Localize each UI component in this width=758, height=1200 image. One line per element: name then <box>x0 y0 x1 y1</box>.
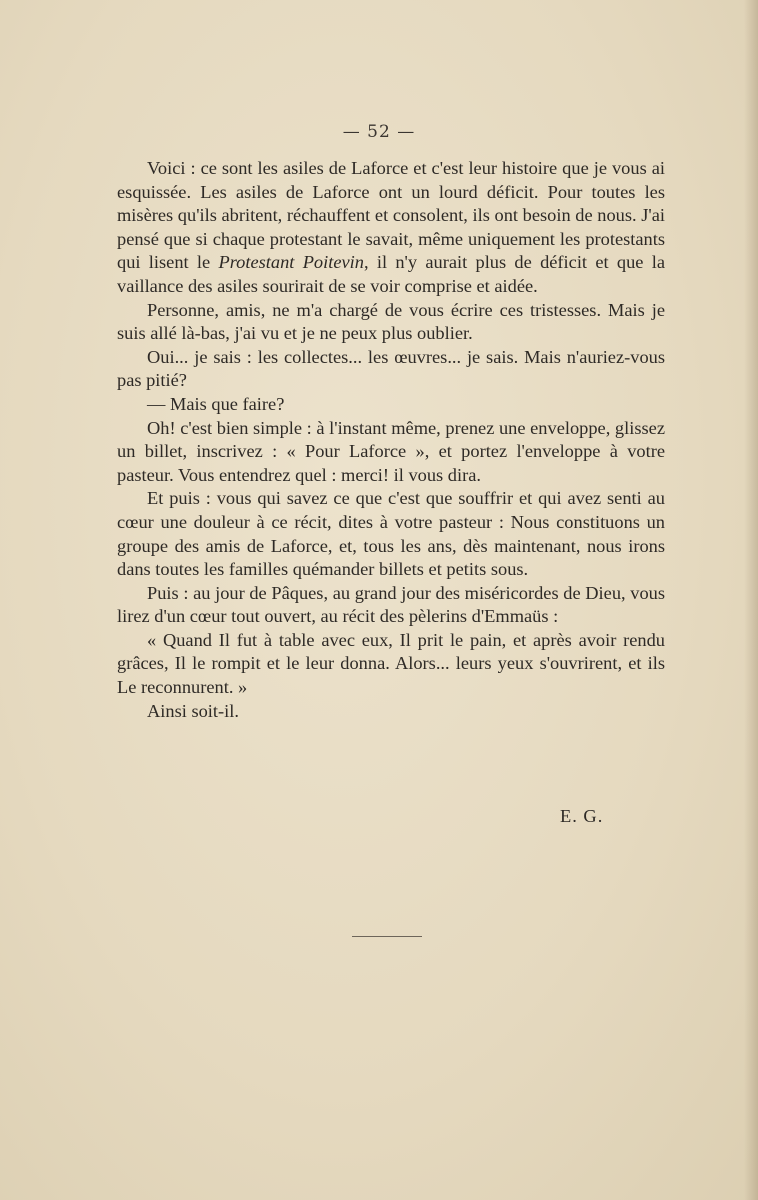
page-number: — 52 — <box>342 122 416 142</box>
paragraph-italic-text: Protestant Poitevin <box>218 252 364 273</box>
body-text <box>117 157 665 723</box>
paragraph <box>117 487 665 581</box>
paragraph-text: , il n'y aurait plus de déficit et que la vaillance des asiles sourirait de se voir comprise et aidée. <box>117 252 665 296</box>
signature: E. G. <box>560 806 604 826</box>
paragraph <box>117 346 665 393</box>
paragraph-text: Personne, amis, ne m'a chargé de vous écrire ces tristesses. Mais je suis allé là-bas, j'ai vu et je ne peux plus oublier. <box>117 299 665 344</box>
paragraph <box>117 582 665 629</box>
paragraph-text: Et puis : vous qui savez ce que c'est que souffrir et qui avez senti au cœur une douleur à ce récit, dites à votre pasteur : Nous constituons un groupe des amis de Laforce, et, tous les ans, dès maintenant, nous irons dans toutes les familles quémander billets et petits sous. <box>117 488 665 580</box>
paragraph <box>117 157 665 299</box>
paragraph <box>117 417 665 488</box>
closing-rule <box>352 936 422 937</box>
paragraph-text: Oh! c'est bien simple : à l'instant même, prenez une enveloppe, glissez un billet, inscrivez : « Pour Laforce », et portez l'enveloppe à votre pasteur. Vous entendrez quel : merci! il vous dira. <box>117 417 665 485</box>
paragraph-text: Ainsi soit-il. <box>147 700 239 721</box>
paragraph-text: Oui... je sais : les collectes... les œuvres... je sais. Mais n'auriez-vous pas pitié? <box>117 346 665 391</box>
page-edge-shadow <box>744 0 758 1200</box>
paragraph <box>117 393 665 417</box>
paragraph <box>117 629 665 700</box>
paragraph <box>117 700 665 724</box>
paragraph <box>117 299 665 346</box>
paragraph-text: Puis : au jour de Pâques, au grand jour des miséricordes de Dieu, vous lirez d'un cœur tout ouvert, au récit des pèlerins d'Emmaüs : <box>117 582 665 627</box>
paragraph-text: — Mais que faire? <box>147 393 285 414</box>
paragraph-text: « Quand Il fut à table avec eux, Il prit le pain, et après avoir rendu grâces, Il le rompit et le leur donna. Alors... leurs yeux s'ouvrirent, et ils Le reconnurent. » <box>117 629 665 698</box>
paragraph-text: Voici : ce sont les asiles de Laforce et c'est leur histoire que je vous ai esquissée. Les asiles de Laforce ont un lourd déficit. Pour toutes les misères qu'ils abritent, réchauffent et consolent, ils ont besoin de nous. J'ai pensé que si chaque protestant le savait, même uniquement les protestants qui lisent le <box>117 158 665 273</box>
